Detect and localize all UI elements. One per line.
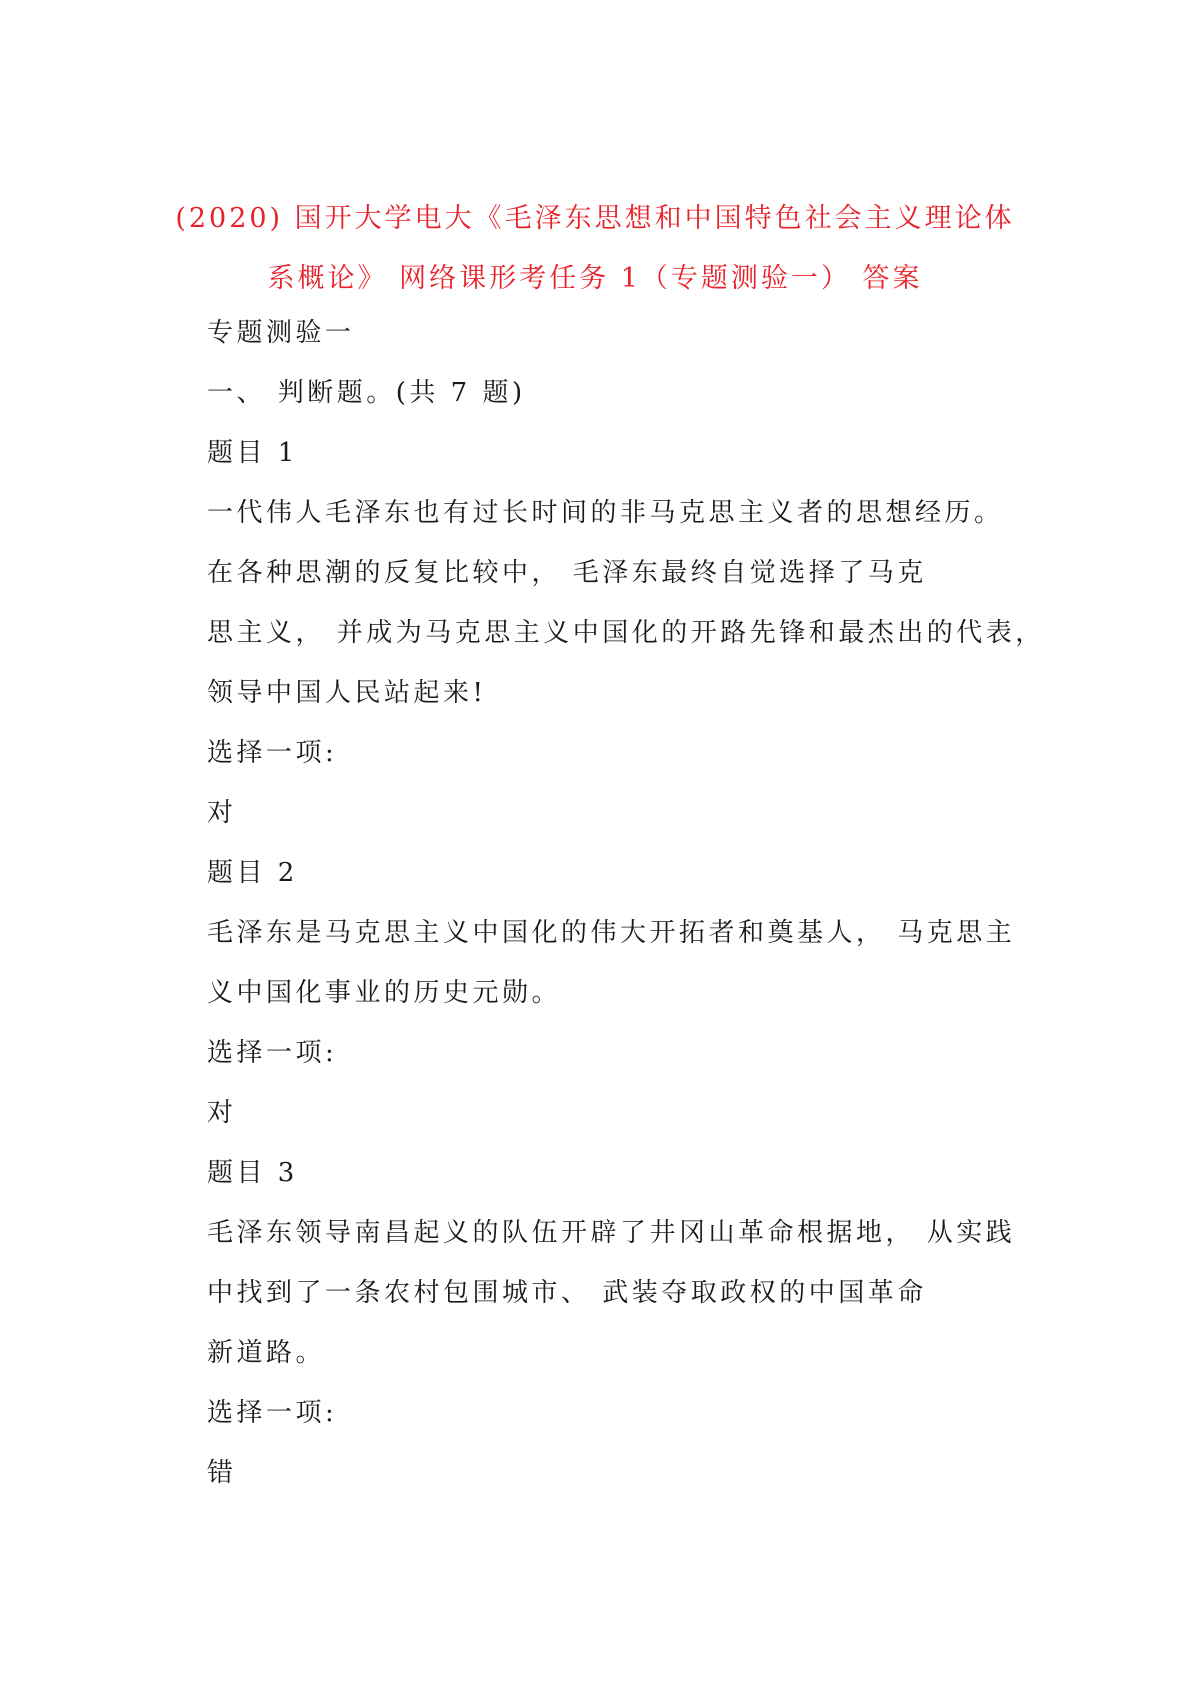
question-label: 题目 1 xyxy=(207,438,298,468)
question-text-line: 新道路。 xyxy=(207,1338,326,1368)
answer: 对 xyxy=(207,798,237,828)
question-text-line: 一代伟人毛泽东也有过长时间的非马克思主义者的思想经历。 xyxy=(207,498,1004,528)
question-text-line: 思主义， 并成为马克思主义中国化的开路先锋和最杰出的代表， xyxy=(207,618,1045,648)
part-heading: 一、 判断题。(共 7 题) xyxy=(207,378,526,408)
document-title-line-1: (2020) 国开大学电大《毛泽东思想和中国特色社会主义理论体 xyxy=(175,203,1015,234)
answer: 对 xyxy=(207,1098,237,1128)
choice-prompt: 选择一项: xyxy=(207,1398,338,1428)
document-title-line-2: 系概论》 网络课形考任务 1（专题测验一） 答案 xyxy=(267,263,923,294)
answer: 错 xyxy=(207,1458,237,1488)
question-text-line: 中找到了一条农村包围城市、 武装夺取政权的中国革命 xyxy=(207,1278,927,1308)
question-label: 题目 3 xyxy=(207,1158,298,1188)
choice-prompt: 选择一项: xyxy=(207,1038,338,1068)
question-text-line: 义中国化事业的历史元勋。 xyxy=(207,978,562,1008)
question-text-line: 毛泽东领导南昌起义的队伍开辟了井冈山革命根据地， 从实践 xyxy=(207,1218,1016,1248)
question-label: 题目 2 xyxy=(207,858,298,888)
question-text-line: 在各种思潮的反复比较中， 毛泽东最终自觉选择了马克 xyxy=(207,558,927,588)
question-text-line: 毛泽东是马克思主义中国化的伟大开拓者和奠基人， 马克思主 xyxy=(207,918,1016,948)
question-text-line: 领导中国人民站起来! xyxy=(207,678,487,708)
choice-prompt: 选择一项: xyxy=(207,738,338,768)
section-heading: 专题测验一 xyxy=(207,318,355,348)
